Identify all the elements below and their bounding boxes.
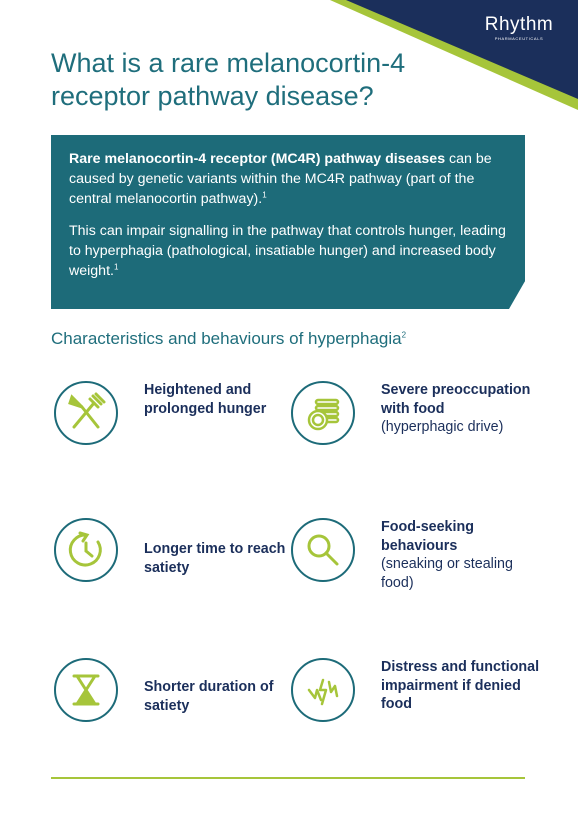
characteristic-title: Longer time to reach satiety bbox=[144, 541, 286, 576]
hourglass-icon bbox=[54, 658, 118, 722]
callout-text bbox=[69, 149, 509, 293]
reference-marker: 2 bbox=[401, 330, 407, 340]
page-title: What is a rare melanocortin-4 receptor pathway disease? bbox=[51, 48, 406, 111]
characteristic-title: Distress and functional impairment if denied food bbox=[381, 659, 540, 712]
bottom-divider bbox=[51, 777, 525, 779]
characteristic-text bbox=[381, 658, 541, 714]
magnifier-icon bbox=[291, 518, 355, 582]
characteristic-text bbox=[144, 678, 304, 715]
callout-para1-text: can be caused by genetic variants within the MC4R pathway (part of the central melanocortin pathway). bbox=[69, 151, 492, 207]
distress-lightning-icon bbox=[291, 658, 355, 722]
characteristic-title: Severe preoccupation with food bbox=[381, 382, 531, 417]
stacked-plates-icon bbox=[291, 381, 355, 445]
characteristic-text bbox=[381, 381, 541, 437]
section-heading bbox=[51, 329, 406, 349]
characteristic-text bbox=[381, 518, 541, 592]
characteristic-detail: (sneaking or stealing food) bbox=[381, 556, 513, 591]
callout-paragraph-1 bbox=[69, 149, 509, 209]
brand-tagline: PHARMACEUTICALS bbox=[494, 36, 544, 41]
characteristic-title: Food-seeking behaviours bbox=[381, 519, 474, 554]
brand-name: Rhythm bbox=[484, 14, 554, 35]
characteristic-title: Shorter duration of satiety bbox=[144, 679, 274, 714]
characteristic-title: Heightened and prolonged hunger bbox=[144, 382, 267, 417]
reference-marker: 1 bbox=[113, 262, 119, 272]
callout-bold-lead: Rare melanocortin-4 receptor (MC4R) pathway diseases bbox=[69, 151, 446, 167]
characteristic-detail: (hyperphagic drive) bbox=[381, 419, 504, 435]
characteristic-text bbox=[144, 381, 304, 418]
callout-para2-text: This can impair signalling in the pathway that controls hunger, leading to hyperphagia (pathological, insatiable hunger) and increased body weight. bbox=[69, 223, 506, 279]
reference-marker: 1 bbox=[262, 190, 267, 200]
callout-paragraph-2 bbox=[69, 221, 509, 281]
brand-logo bbox=[474, 14, 564, 41]
section-heading-text: Characteristics and behaviours of hyperphagia bbox=[51, 329, 402, 348]
characteristic-text bbox=[144, 540, 304, 577]
fork-knife-icon bbox=[54, 381, 118, 445]
clock-icon bbox=[54, 518, 118, 582]
